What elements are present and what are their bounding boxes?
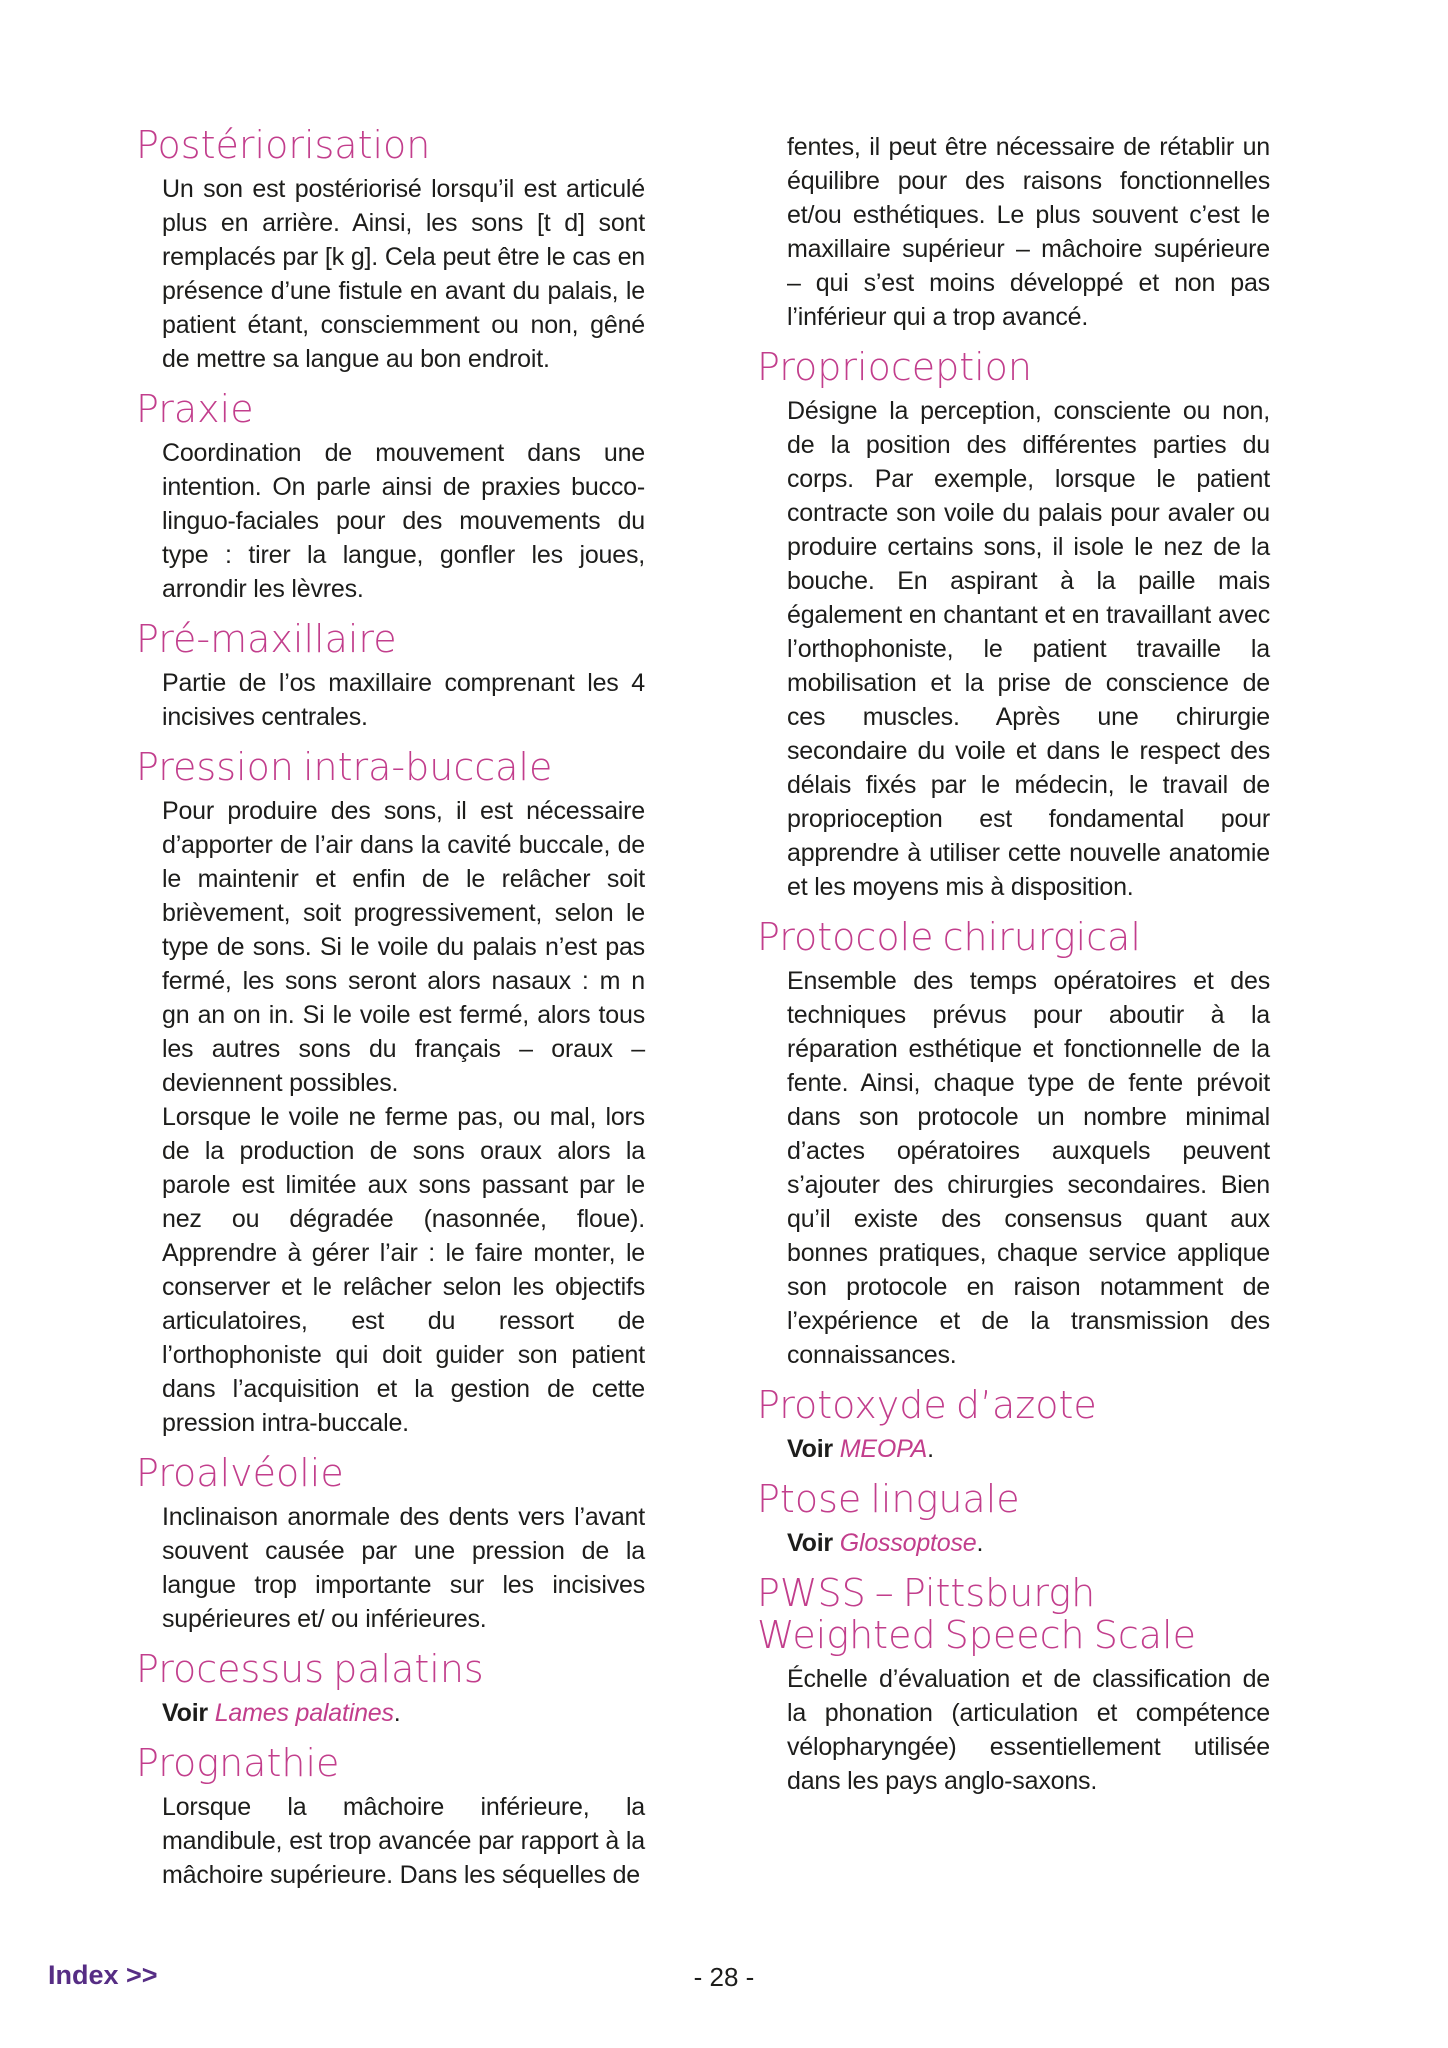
heading-processus-palatins: Processus palatins [136, 1647, 484, 1691]
definition-text: Lorsque le voile ne ferme pas, ou mal, lors de la production de sons oraux alors la parole est limitée aux sons passant par le nez ou dégradée (nasonnée, floue). Apprendre à gérer l’air : le faire monter, le conserver et le relâcher selon les objectifs articulatoires, est du ressort de l’orthophoniste qui doit guider son patient dans l’acquisition et la gestion de cette pression intra-buccale. [162, 1103, 645, 1437]
section-posteriorisation [136, 124, 645, 376]
definition-posteriorisation [136, 172, 645, 376]
section-pression-intra-buccale [136, 746, 645, 1440]
page-number: - 28 - [693, 1962, 755, 1992]
heading-pwss: PWSS – Pittsburgh Weighted Speech Scale [757, 1571, 1196, 1657]
definition-ptose-linguale [757, 1526, 1270, 1560]
section-praxie [136, 388, 645, 606]
heading-posteriorisation: Postériorisation [136, 123, 431, 167]
see-prefix-label: Voir [787, 1529, 833, 1557]
heading-ptose-linguale: Ptose linguale [757, 1477, 1020, 1521]
section-pre-maxillaire [136, 618, 645, 734]
definition-text: Coordination de mouvement dans une intention. On parle ainsi de praxies bucco-linguo-faciales pour des mouvements du type : tirer la langue, gonfler les joues, arrondir les lèvres. [162, 439, 645, 603]
heading-prognathie: Prognathie [136, 1741, 340, 1785]
definition-processus-palatins [136, 1696, 645, 1730]
definition-protoxyde-azote [757, 1432, 1270, 1466]
heading-pre-maxillaire: Pré-maxillaire [136, 617, 397, 661]
see-suffix: . [927, 1435, 934, 1463]
definition-prognathie-continuation [757, 130, 1270, 334]
left-column [136, 124, 645, 1892]
cross-reference-link-glossoptose[interactable]: Glossoptose [839, 1529, 977, 1557]
section-pwss [757, 1572, 1270, 1798]
right-column [757, 130, 1270, 1798]
heading-praxie: Praxie [136, 387, 254, 431]
see-reference [162, 1696, 645, 1730]
section-proprioception [757, 346, 1270, 904]
definition-text: fentes, il peut être nécessaire de rétablir un équilibre pour des raisons fonctionnelles et/ou esthétiques. Le plus souvent c’est le maxillaire supérieur – mâchoire supérieure – qui s’est moins développé et non pas l’inférieur qui a trop avancé. [787, 133, 1270, 331]
definition-text: Partie de l’os maxillaire comprenant les 4 incisives centrales. [162, 669, 645, 731]
see-suffix: . [976, 1529, 984, 1557]
index-nav-link[interactable]: Index >> [48, 1960, 158, 1990]
section-ptose-linguale [757, 1478, 1270, 1560]
heading-proalveolie: Proalvéolie [136, 1451, 344, 1495]
definition-protocole-chirurgical [757, 964, 1270, 1372]
definition-text: Désigne la perception, consciente ou non, de la position des différentes parties du corps. Par exemple, lorsque le patient contracte son voile du palais pour avaler ou produire certains sons, il isole le nez de la bouche. En aspirant à la paille mais également en chantant et en travaillant avec l’orthophoniste, le patient travaille la mobilisation et la prise de conscience de ces muscles. Après une chirurgie secondaire du voile et dans le respect des délais fixés par le médecin, le travail de proprioception est fondamental pour apprendre à utiliser cette nouvelle anatomie et les moyens mis à disposition. [787, 397, 1270, 901]
definition-pre-maxillaire [136, 666, 645, 734]
section-prognathie-continuation [757, 130, 1270, 334]
section-processus-palatins [136, 1648, 645, 1730]
section-protocole-chirurgical [757, 916, 1270, 1372]
section-protoxyde-azote [757, 1384, 1270, 1466]
definition-proprioception [757, 394, 1270, 904]
see-prefix-label: Voir [162, 1699, 208, 1727]
heading-protoxyde-azote: Protoxyde d’azote [757, 1383, 1097, 1427]
see-prefix-label: Voir [787, 1435, 833, 1463]
definition-text: Inclinaison anormale des dents vers l’avant souvent causée par une pression de la langue trop importante sur les incisives supérieures et/ ou inférieures. [162, 1503, 645, 1633]
definition-text: Échelle d’évaluation et de classification de la phonation (articulation et compétence vélopharyngée) essentiellement utilisée dans les pays anglo-saxons. [787, 1665, 1270, 1795]
section-proalveolie [136, 1452, 645, 1636]
definition-pression-intra-buccale [136, 794, 645, 1440]
definition-text: Lorsque la mâchoire inférieure, la mandibule, est trop avancée par rapport à la mâchoire supérieure. Dans les séquelles de [162, 1793, 645, 1889]
definition-pwss [757, 1662, 1270, 1798]
definition-praxie [136, 436, 645, 606]
definition-prognathie [136, 1790, 645, 1892]
definition-text: Ensemble des temps opératoires et des techniques prévus pour aboutir à la réparation esthétique et fonctionnelle de la fente. Ainsi, chaque type de fente prévoit dans son protocole un nombre minimal d’actes opératoires auxquels peuvent s’ajouter des chirurgies secondaires. Bien qu’il existe des consensus quant aux bonnes pratiques, chaque service applique son protocole en raison notamment de l’expérience et de la transmission des connaissances. [787, 967, 1270, 1369]
heading-pression-intra-buccale: Pression intra-buccale [136, 745, 553, 789]
cross-reference-link-meopa[interactable]: MEOPA [839, 1435, 928, 1463]
definition-proalveolie [136, 1500, 645, 1636]
see-reference [787, 1526, 1270, 1560]
section-prognathie [136, 1742, 645, 1892]
heading-protocole-chirurgical: Protocole chirurgical [757, 915, 1141, 959]
see-reference [787, 1432, 1270, 1466]
definition-text: Pour produire des sons, il est nécessaire d’apporter de l’air dans la cavité buccale, de le maintenir et enfin de le relâcher soit brièvement, soit progressivement, selon le type de sons. Si le voile du palais n’est pas fermé, les sons seront alors nasaux : m n gn an on in. Si le voile est fermé, alors tous les autres sons du français – oraux – deviennent possibles. [162, 797, 645, 1097]
heading-proprioception: Proprioception [757, 345, 1033, 389]
definition-text: Un son est postériorisé lorsqu’il est articulé plus en arrière. Ainsi, les sons [t d] sont remplacés par [k g]. Cela peut être le cas en présence d’une fistule en avant du palais, le patient étant, consciemment ou non, gêné de mettre sa langue au bon endroit. [162, 175, 645, 373]
cross-reference-link-lames-palatines[interactable]: Lames palatines [214, 1699, 394, 1727]
see-suffix: . [393, 1699, 401, 1727]
